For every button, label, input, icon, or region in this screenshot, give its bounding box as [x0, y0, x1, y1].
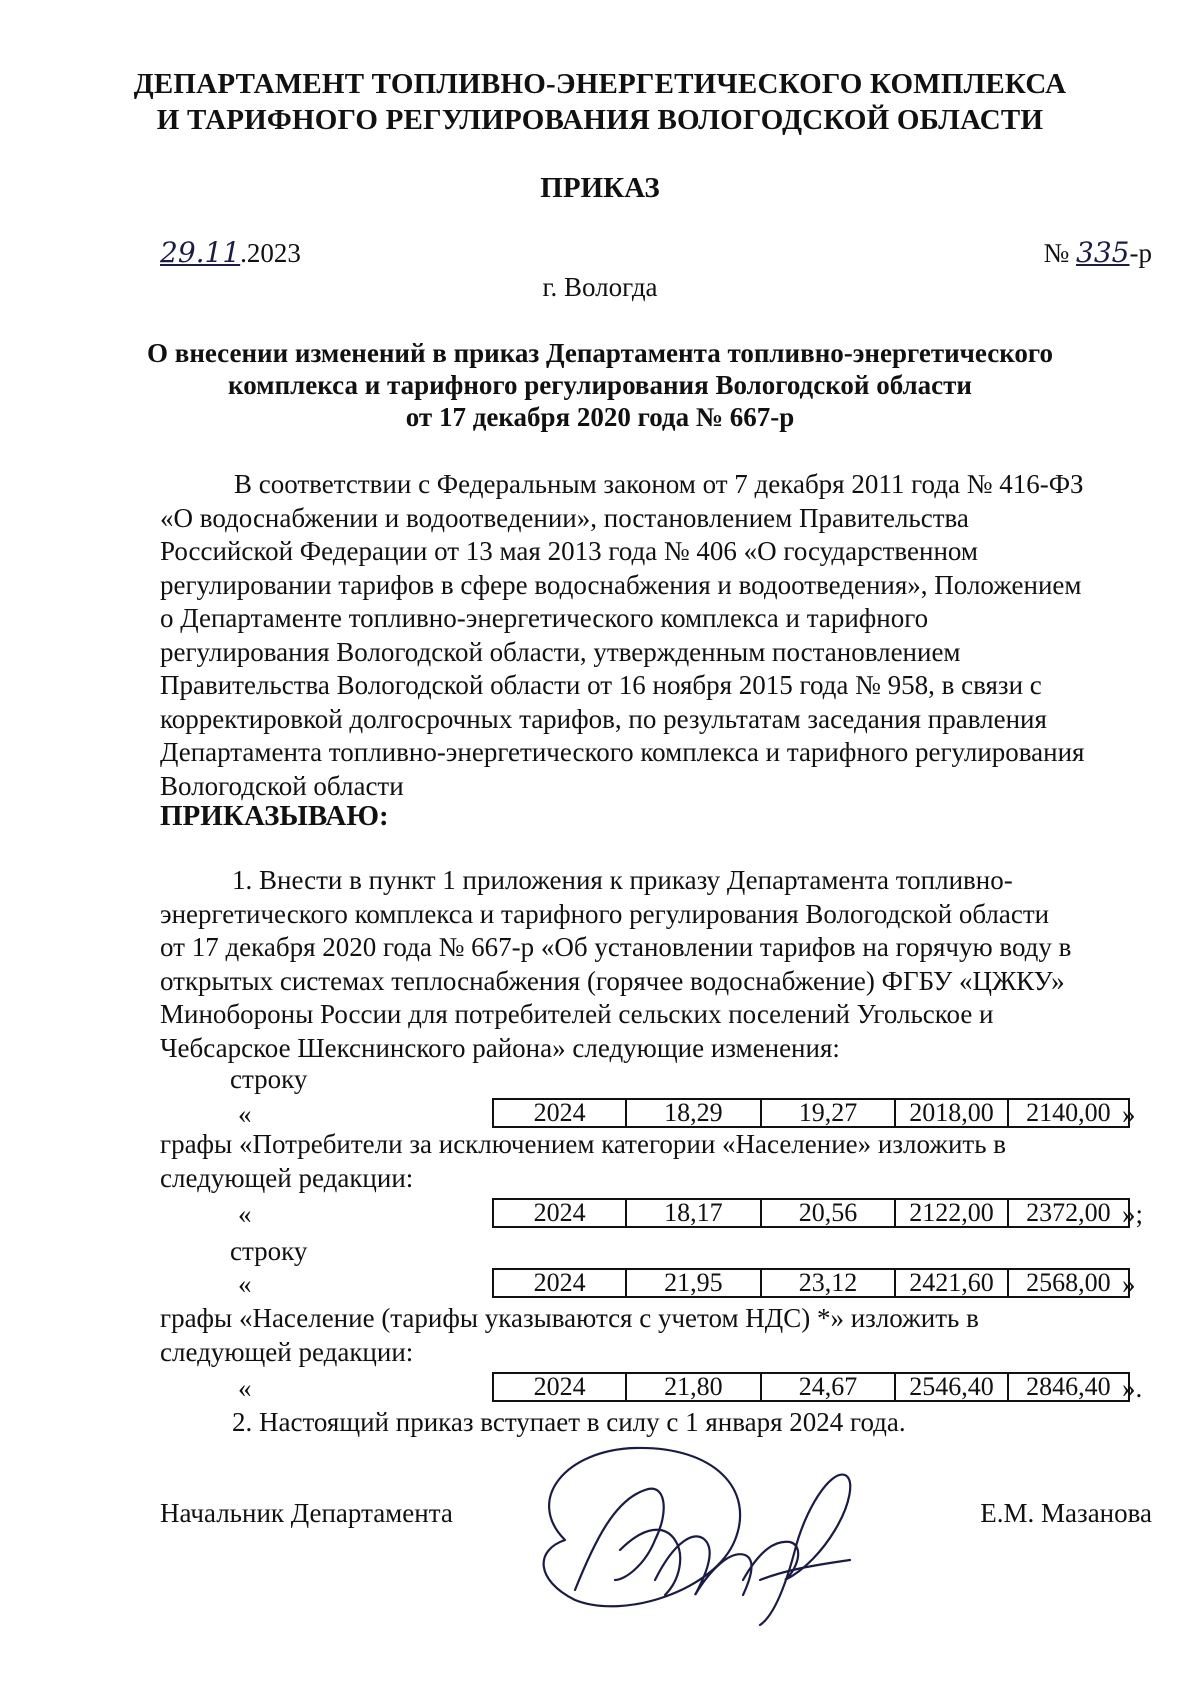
document-type: ПРИКАЗ	[540, 172, 660, 204]
table-cell: 2024	[493, 1373, 626, 1401]
subject-line-1: О внесении изменений в приказ Департамента топливно-энергетического	[146, 338, 1053, 368]
tariff-table-3	[492, 1268, 1130, 1298]
number-suffix: -р	[1129, 238, 1152, 268]
table-cell: 2568,00	[1008, 1269, 1129, 1297]
tariff-table-4	[492, 1372, 1130, 1402]
document-date	[160, 236, 301, 269]
item-1-line: энергетического комплекса и тарифного регулирования Вологодской области	[160, 898, 1050, 929]
subject-line-2: комплекса и тарифного регулирования Вологодской области	[228, 370, 972, 400]
preamble-line: корректировкой долгосрочных тарифов, по результатам заседания правления	[160, 703, 1047, 734]
tariff-table-1	[492, 1098, 1130, 1128]
table-cell: 21,95	[626, 1269, 761, 1297]
tariff-row-new-1	[230, 1198, 1144, 1230]
quote-open: «	[238, 1373, 252, 1403]
date-handwritten: 29.11	[160, 236, 241, 269]
preamble-line: о Департаменте топливно-энергетического комплекса и тарифного	[160, 603, 929, 633]
tariff-row-new-2	[230, 1372, 1143, 1404]
grafy-1	[160, 1128, 1160, 1195]
table-cell: 20,56	[761, 1199, 896, 1227]
department-header	[0, 66, 1200, 138]
item-1-line: от 17 декабря 2020 года № 667-р «Об установлении тарифов на горячую воду в	[160, 932, 1072, 962]
quote-open: «	[238, 1199, 252, 1229]
table-cell: 2122,00	[895, 1199, 1007, 1227]
quote-close: »;	[1122, 1199, 1144, 1229]
table-cell: 24,67	[761, 1373, 896, 1401]
table-cell: 2846,40	[1008, 1373, 1129, 1401]
number-prefix: №	[1043, 238, 1077, 268]
quote-close: »	[1122, 1099, 1136, 1129]
preamble-line: Правительства Вологодской области от 16 ноября 2015 года № 958, в связи с	[160, 670, 1042, 700]
table-cell: 23,12	[761, 1269, 896, 1297]
table-cell: 21,80	[626, 1373, 761, 1401]
subject-line-3: от 17 декабря 2020 года № 667-р	[405, 402, 795, 432]
table-cell: 18,17	[626, 1199, 761, 1227]
signer-title: Начальник Департамента	[160, 1498, 453, 1528]
tariff-row-old-1	[230, 1098, 1136, 1130]
preamble-line: В соответствии с Федеральным законом от 7 декабря 2011 года № 416-ФЗ	[234, 469, 1084, 499]
grafy-1-line-1: графы «Потребители за исключением категории «Население» изложить в	[160, 1129, 1007, 1159]
tariff-row-old-2	[230, 1268, 1136, 1300]
tariff-table-2	[492, 1198, 1130, 1228]
grafy-2-line-1: графы «Население (тарифы указываются с учетом НДС) *» изложить в	[160, 1303, 979, 1333]
item-1-line: Минобороны России для потребителей сельских поселений Угольское и	[160, 999, 994, 1029]
table-cell: 19,27	[761, 1099, 896, 1127]
preamble-line: Российской Федерации от 13 мая 2013 года № 406 «О государственном	[160, 536, 978, 566]
document-subject	[120, 337, 1080, 433]
grafy-2	[160, 1302, 1160, 1369]
quote-open: «	[238, 1269, 252, 1299]
quote-close: ».	[1122, 1373, 1143, 1403]
grafy-2-line-2: следующей редакции:	[160, 1336, 414, 1367]
department-line-1: ДЕПАРТАМЕНТ ТОПЛИВНО-ЭНЕРГЕТИЧЕСКОГО КОМПЛЕКСА	[133, 68, 1067, 100]
table-cell: 18,29	[626, 1099, 761, 1127]
department-line-2: И ТАРИФНОГО РЕГУЛИРОВАНИЯ ВОЛОГОДСКОЙ ОБЛАСТИ	[156, 104, 1044, 136]
signer-name: Е.М. Мазанова	[980, 1498, 1152, 1528]
table-cell: 2024	[493, 1269, 626, 1297]
number-handwritten: 335	[1076, 236, 1130, 269]
document-number	[1044, 236, 1152, 269]
date-year: .2023	[240, 238, 301, 268]
table-cell: 2546,40	[895, 1373, 1007, 1401]
table-cell: 2140,00	[1008, 1099, 1129, 1127]
table-cell: 2421,60	[895, 1269, 1007, 1297]
preamble-paragraph	[160, 468, 1160, 803]
grafy-1-line-2: следующей редакции:	[160, 1162, 414, 1193]
item-1-paragraph	[160, 864, 1160, 1065]
item-1-line: Чебсарское Шекснинского района» следующие изменения:	[160, 1032, 840, 1063]
table-cell: 2372,00	[1008, 1199, 1129, 1227]
handwritten-signature	[505, 1430, 885, 1640]
stroku-label-2: строку	[230, 1236, 308, 1266]
item-1-line: открытых системах теплоснабжения (горячее водоснабжение) ФГБУ «ЦЖКУ»	[160, 965, 1065, 996]
quote-close: »	[1122, 1269, 1136, 1299]
orders-heading: ПРИКАЗЫВАЮ:	[160, 800, 389, 832]
table-cell: 2018,00	[895, 1099, 1007, 1127]
quote-open: «	[238, 1099, 252, 1129]
preamble-line: Департамента топливно-энергетического комплекса и тарифного регулирования	[160, 737, 1085, 767]
table-cell: 2024	[493, 1099, 626, 1127]
item-2: 2. Настоящий приказ вступает в силу с 1 января 2024 года.	[232, 1407, 906, 1437]
preamble-line: регулировании тарифов в сфере водоснабжения и водоотведения», Положением	[160, 569, 1082, 600]
item-1-line: 1. Внести в пункт 1 приложения к приказу Департамента топливно-	[232, 865, 1013, 895]
table-cell: 2024	[493, 1199, 626, 1227]
preamble-line: «О водоснабжении и водоотведении», постановлением Правительства	[160, 502, 969, 533]
preamble-line: Вологодской области	[160, 770, 404, 801]
stroku-label-1: строку	[230, 1064, 308, 1094]
city: г. Вологда	[542, 272, 658, 302]
preamble-line: регулирования Вологодской области, утвержденным постановлением	[160, 636, 961, 667]
